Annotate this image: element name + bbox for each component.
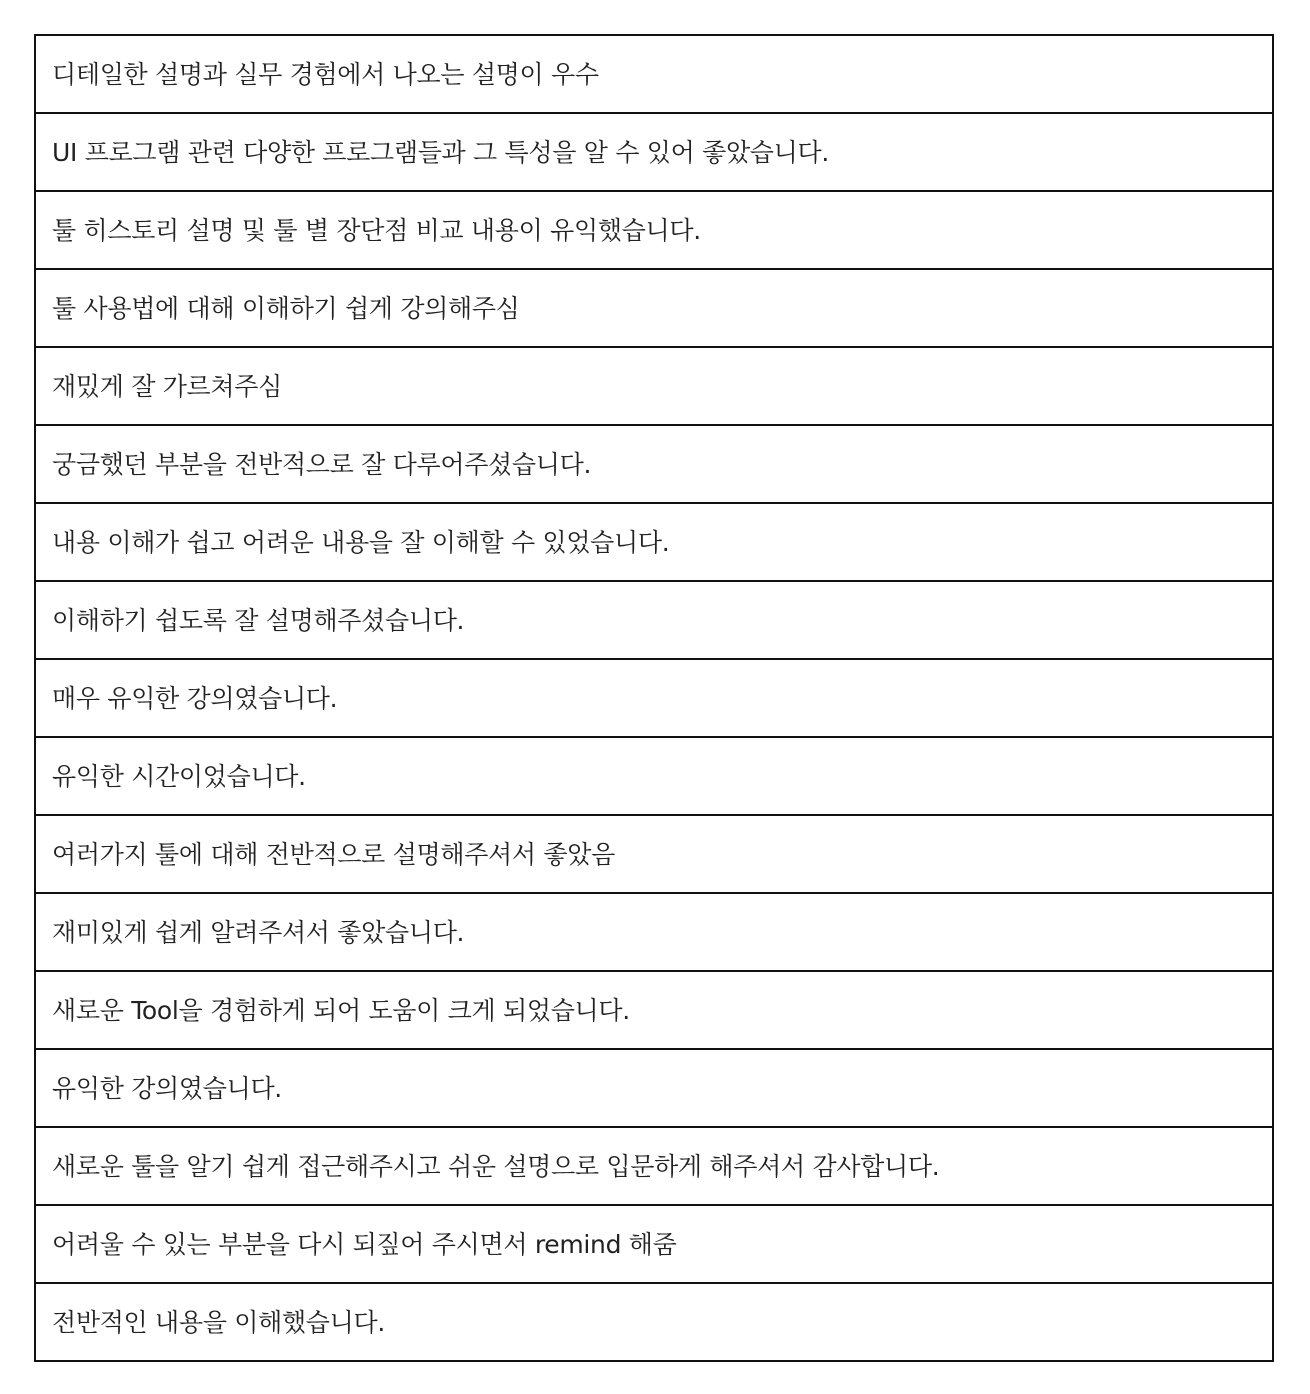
table-row [36,738,1272,816]
feedback-text: 유익한 강의였습니다. [52,1073,282,1103]
feedback-text: 디테일한 설명과 실무 경험에서 나오는 설명이 우수 [52,59,599,89]
feedback-text: 유익한 시간이었습니다. [52,761,306,791]
table-row [36,1050,1272,1128]
feedback-text: 새로운 툴을 알기 쉽게 접근해주시고 쉬운 설명으로 입문하게 해주셔서 감사합니다. [52,1151,940,1181]
table-row [36,894,1272,972]
table-row [36,270,1272,348]
table-row [36,972,1272,1050]
feedback-text: 새로운 Tool을 경험하게 되어 도움이 크게 되었습니다. [52,995,630,1025]
table-row [36,114,1272,192]
table-row [36,1128,1272,1206]
feedback-text: 전반적인 내용을 이해했습니다. [52,1307,385,1337]
table-row [36,348,1272,426]
feedback-text: 재밌게 잘 가르쳐주심 [52,371,282,401]
feedback-text: 툴 사용법에 대해 이해하기 쉽게 강의해주심 [52,293,520,323]
feedback-text: 내용 이해가 쉽고 어려운 내용을 잘 이해할 수 있었습니다. [52,527,670,557]
feedback-text: UI 프로그램 관련 다양한 프로그램들과 그 특성을 알 수 있어 좋았습니다. [52,137,829,167]
table-row [36,1284,1272,1362]
feedback-text: 여러가지 툴에 대해 전반적으로 설명해주셔서 좋았음 [52,839,615,869]
table-row [36,426,1272,504]
feedback-text: 이해하기 쉽도록 잘 설명해주셨습니다. [52,605,465,635]
table-row [36,504,1272,582]
table-row [36,582,1272,660]
table-row [36,1206,1272,1284]
feedback-text: 재미있게 쉽게 알려주셔서 좋았습니다. [52,917,465,947]
feedback-text: 툴 히스토리 설명 및 툴 별 장단점 비교 내용이 유익했습니다. [52,215,701,245]
table-row [36,660,1272,738]
table-row [36,192,1272,270]
feedback-table [34,34,1274,1362]
table-row [36,816,1272,894]
feedback-text: 어려울 수 있는 부분을 다시 되짚어 주시면서 remind 해줌 [52,1229,677,1259]
feedback-text: 궁금했던 부분을 전반적으로 잘 다루어주셨습니다. [52,449,592,479]
table-row [36,36,1272,114]
feedback-text: 매우 유익한 강의였습니다. [52,683,338,713]
